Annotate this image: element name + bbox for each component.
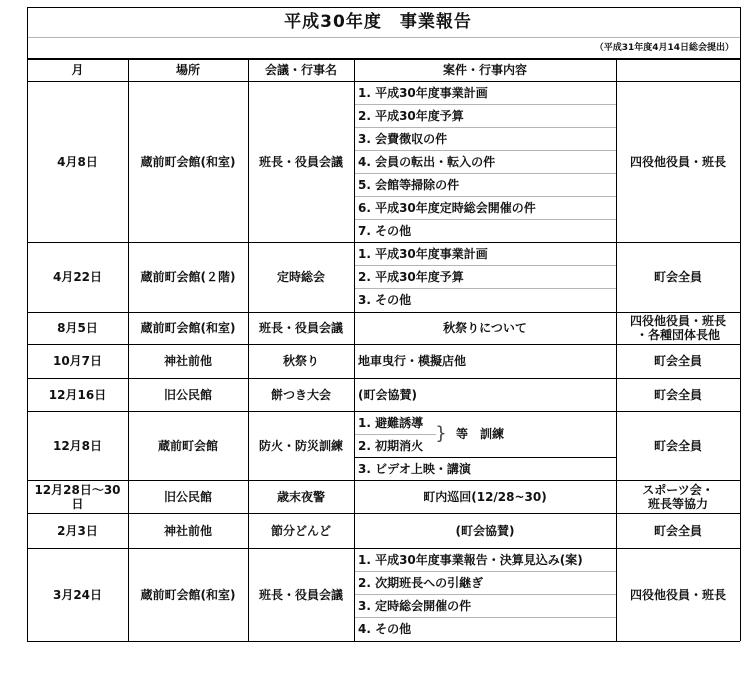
submission-note: （平成31年度4月14日総会提出）: [594, 43, 734, 53]
row-attendees: 町会全員: [653, 354, 702, 368]
header-meeting: 会議・行事名: [264, 63, 337, 77]
agenda-item: 2. 平成30年度予算: [358, 269, 464, 284]
agenda-item: 3. ビデオ上映・講演: [358, 461, 471, 476]
row-attendees: [616, 480, 740, 513]
row-meeting: 班長・役員会議: [258, 321, 343, 335]
column-line: [354, 58, 355, 641]
attendees-line: 班長等協力: [647, 496, 708, 511]
row-meeting: 班長・役員会議: [258, 154, 343, 169]
frame-line: [27, 37, 740, 38]
row-place: 神社前他: [163, 523, 212, 538]
item-line: [354, 173, 616, 174]
row-content: 地車曳行・模擬店他: [358, 354, 467, 368]
item-line: [354, 571, 616, 572]
row-line: [27, 513, 740, 514]
item-line: [354, 594, 616, 595]
row-date: 4月8日: [57, 154, 98, 169]
header-attendees: [616, 59, 740, 81]
agenda-item: 4. その他: [358, 622, 412, 636]
row-line: [27, 242, 740, 243]
agenda-item: 1. 避難誘導: [358, 415, 424, 430]
attendees-line: スポーツ会・: [642, 482, 714, 497]
row-place: 旧公民館: [163, 489, 212, 504]
item-line: [354, 617, 616, 618]
item-line: [354, 434, 436, 435]
agenda-item: 2. 次期班長への引継ぎ: [358, 575, 484, 590]
row-meeting: 秋祭り: [282, 354, 319, 368]
attendees-line: 四役他役員・班長: [629, 314, 726, 328]
row-date: 4月22日: [52, 270, 103, 284]
row-date: 10月7日: [52, 354, 103, 368]
row-line: [27, 641, 740, 642]
agenda-item: 3. その他: [358, 293, 412, 307]
row-place: 蔵前町会館(和室): [140, 321, 236, 335]
row-place: 蔵前町会館: [157, 438, 218, 453]
agenda-item: 1. 平成30年度事業報告・決算見込み(案): [358, 552, 583, 567]
frame-line: [27, 7, 740, 8]
row-date: 12月8日: [52, 438, 103, 453]
row-meeting: 班長・役員会議: [258, 587, 343, 602]
row-line: [27, 411, 740, 412]
agenda-item: 1. 平成30年度事業計画: [358, 85, 488, 100]
agenda-item: 1. 平成30年度事業計画: [358, 246, 488, 261]
row-meeting: 節分どんど: [270, 523, 331, 538]
item-line: [354, 288, 616, 289]
row-attendees: 四役他役員・班長: [629, 587, 726, 602]
row-line: [27, 312, 740, 313]
column-line: [248, 58, 249, 641]
row-meeting: 定時総会: [276, 270, 325, 284]
row-attendees: 町会全員: [653, 387, 702, 402]
frame-line: [27, 58, 740, 60]
training-label: 等 訓練: [456, 427, 505, 441]
row-date: 2月3日: [57, 523, 98, 538]
row-place: 蔵前町会館(２階): [140, 270, 236, 284]
row-meeting: 餅つき大会: [270, 387, 331, 402]
column-line: [128, 58, 129, 641]
row-date: 12月16日: [48, 387, 107, 402]
page-title: 平成30年度 事業報告: [284, 12, 472, 32]
row-date: 12月28日～30日: [34, 482, 121, 511]
row-date: 3月24日: [52, 587, 103, 602]
column-line: [616, 58, 617, 641]
agenda-item: 4. 会員の転出・転入の件: [358, 154, 496, 169]
row-place: 蔵前町会館(和室): [140, 587, 236, 602]
brace-icon: }: [435, 423, 447, 444]
item-line: [354, 127, 616, 128]
agenda-item: 6. 平成30年度定時総会開催の件: [358, 200, 536, 215]
row-meeting: 歳末夜警: [276, 489, 325, 504]
header-content: 案件・行事内容: [442, 63, 527, 77]
row-line: [27, 480, 740, 481]
row-attendees: 町会全員: [653, 438, 702, 453]
row-line: [27, 548, 740, 549]
agenda-item: 5. 会館等掃除の件: [358, 177, 460, 192]
agenda-item: 2. 初期消火: [358, 438, 424, 453]
item-line: [354, 104, 616, 105]
agenda-item: 2. 平成30年度予算: [358, 108, 464, 123]
item-line: [354, 457, 616, 458]
row-content: 秋祭りについて: [443, 321, 527, 335]
frame-line: [27, 81, 740, 82]
agenda-item: 7. その他: [358, 223, 412, 238]
row-place: 神社前他: [163, 354, 212, 368]
attendees-line: ・各種団体長他: [635, 328, 720, 342]
row-date: 8月5日: [57, 321, 98, 335]
row-place: 旧公民館: [163, 387, 212, 402]
row-place: 蔵前町会館(和室): [140, 154, 236, 169]
row-line: [27, 344, 740, 345]
row-attendees: 町会全員: [653, 523, 702, 538]
header-month: 月: [71, 63, 84, 77]
row-content: 町内巡回(12/28~30): [423, 489, 547, 504]
row-content: (町会協賛): [358, 387, 417, 402]
item-line: [354, 196, 616, 197]
item-line: [354, 219, 616, 220]
row-meeting: 防火・防災訓練: [258, 438, 343, 453]
agenda-item: 3. 定時総会開催の件: [358, 598, 472, 613]
row-content: (町会協賛): [455, 523, 515, 538]
frame-line: [740, 7, 741, 641]
row-attendees: 四役他役員・班長: [629, 154, 726, 169]
header-place: 場所: [175, 63, 200, 77]
row-attendees: 町会全員: [653, 270, 702, 284]
row-attendees: [616, 312, 740, 344]
item-line: [354, 150, 616, 151]
row-line: [27, 378, 740, 379]
agenda-item: 3. 会費徴収の件: [358, 131, 448, 146]
frame-line: [27, 7, 28, 641]
item-line: [354, 265, 616, 266]
